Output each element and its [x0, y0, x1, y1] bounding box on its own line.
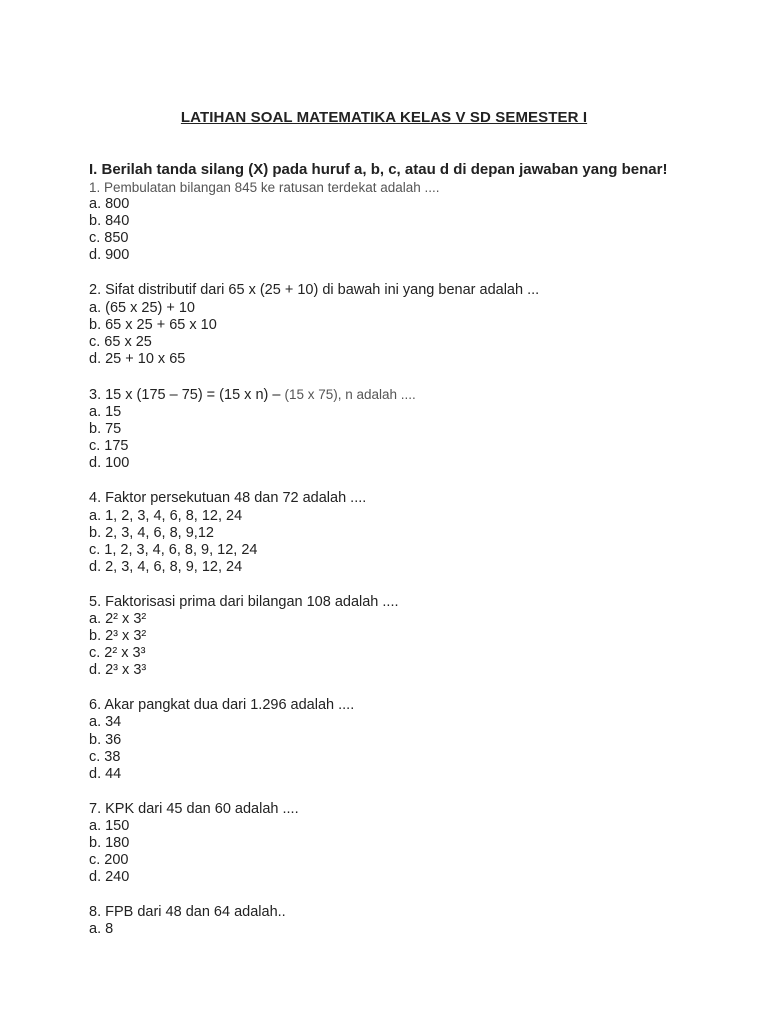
answer-option-a: a. 150: [89, 817, 130, 834]
document-content: [89, 160, 729, 956]
question-6: [89, 697, 729, 782]
answer-option-b: b. 2, 3, 4, 6, 8, 9,12: [89, 524, 214, 541]
answer-option-d: d. 900: [89, 247, 130, 264]
question-4: [89, 490, 729, 575]
answer-option-d: d. 44: [89, 765, 122, 782]
instruction-text: I. Berilah tanda silang (X) pada huruf a, b, c, atau d di depan jawaban yang benar!: [89, 161, 668, 178]
answer-option-d: d. 240: [89, 869, 130, 886]
answer-option-a: a. (65 x 25) + 10: [89, 299, 195, 316]
question-text-light: (15 x 75), n adalah ....: [284, 386, 416, 402]
answer-option-c: c. 200: [89, 852, 129, 869]
answer-option-b: b. 840: [89, 213, 130, 230]
answer-option-d: d. 100: [89, 455, 130, 472]
document-title: LATIHAN SOAL MATEMATIKA KELAS V SD SEMESTER I: [180, 109, 588, 126]
answer-option-c: c. 2² x 3³: [89, 645, 146, 662]
answer-option-b: b. 180: [89, 835, 130, 851]
question-2: [89, 282, 729, 367]
answer-option-b: b. 75: [89, 421, 122, 438]
answer-option-b: b. 65 x 25 + 65 x 10: [89, 316, 217, 333]
answer-option-c: c. 38: [89, 748, 121, 765]
question-text: 5. Faktorisasi prima dari bilangan 108 adalah ....: [89, 593, 399, 610]
question-3: [89, 386, 729, 472]
question-text-main: 3. 15 x (175 – 75) = (15 x n) –: [89, 386, 285, 403]
answer-option-a: a. 800: [89, 196, 130, 213]
answer-option-a: a. 8: [89, 921, 114, 938]
answer-option-b: b. 36: [89, 731, 122, 748]
question-text: 4. Faktor persekutuan 48 dan 72 adalah ....: [89, 490, 367, 507]
question-5: [89, 594, 729, 679]
answer-option-c: c. 175: [89, 438, 129, 455]
answer-option-a: a. 1, 2, 3, 4, 6, 8, 12, 24: [89, 507, 243, 524]
question-text: 7. KPK dari 45 dan 60 adalah ....: [89, 800, 299, 817]
answer-option-b: b. 2³ x 3²: [89, 628, 147, 645]
question-7: [89, 801, 729, 886]
answer-option-d: d. 2, 3, 4, 6, 8, 9, 12, 24: [89, 558, 243, 575]
question-text: 1. Pembulatan bilangan 845 ke ratusan terdekat adalah ....: [89, 180, 440, 195]
answer-option-c: c. 65 x 25: [89, 333, 152, 350]
question-8: [89, 904, 729, 938]
answer-option-c: c. 1, 2, 3, 4, 6, 8, 9, 12, 24: [89, 541, 258, 558]
answer-option-d: d. 2³ x 3³: [89, 662, 147, 679]
question-text: 8. FPB dari 48 dan 64 adalah..: [89, 904, 286, 921]
answer-option-a: a. 34: [89, 714, 122, 731]
answer-option-c: c. 850: [89, 230, 129, 247]
answer-option-a: a. 15: [89, 404, 122, 421]
answer-option-a: a. 2² x 3²: [89, 610, 147, 627]
question-1: [89, 179, 729, 264]
answer-option-d: d. 25 + 10 x 65: [89, 350, 186, 367]
question-text: [89, 386, 729, 404]
question-text: 2. Sifat distributif dari 65 x (25 + 10) di bawah ini yang benar adalah ...: [89, 282, 540, 299]
question-text: 6. Akar pangkat dua dari 1.296 adalah ....: [89, 697, 355, 714]
